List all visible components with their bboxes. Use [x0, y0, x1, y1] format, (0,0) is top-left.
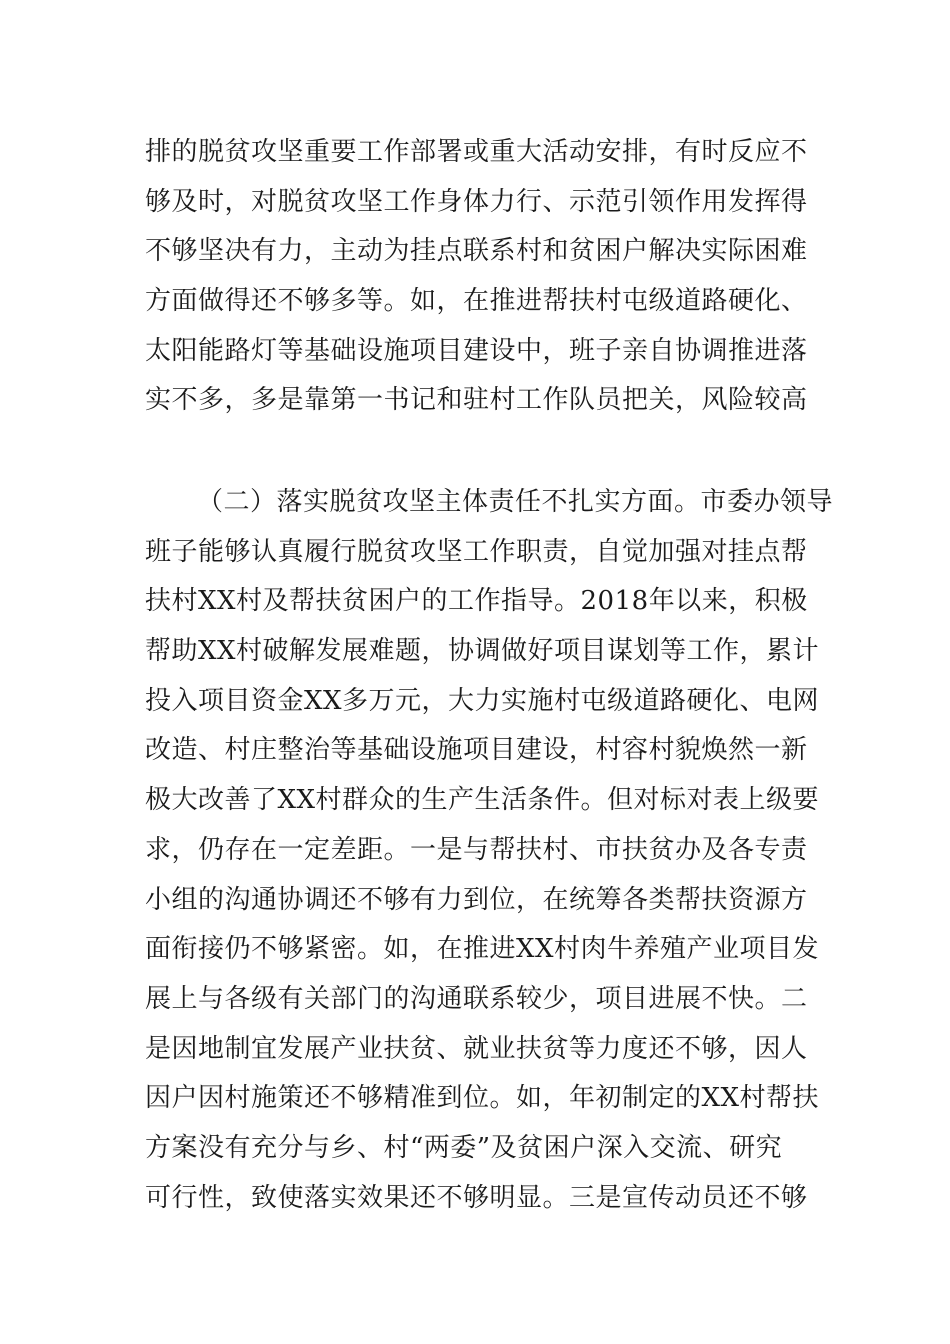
- text-line: 排的脱贫攻坚重要工作部署或重大活动安排，有时反应不: [145, 137, 808, 167]
- text-line: 求，仍存在一定差距。一是与帮扶村、市扶贫办及各专责: [145, 834, 808, 865]
- text-line: 方案没有充分与乡、村“两委”及贫困户深入交流、研究: [145, 1132, 783, 1163]
- text-line: 展上与各级有关部门的沟通联系较少，项目进展不快。二: [145, 983, 808, 1014]
- text-line: 班子能够认真履行脱贫攻坚工作职责，自觉加强对挂点帮: [145, 536, 808, 567]
- text-line: 改造、村庄整治等基础设施项目建设，村容村貌焕然一新: [145, 735, 808, 766]
- text-line: 因户因村施策还不够精准到位。如，年初制定的XX村帮扶: [145, 1083, 820, 1114]
- paragraph-section-two: [145, 478, 834, 1223]
- text-line: 帮助XX村破解发展难题，协调做好项目谋划等工作，累计: [145, 636, 820, 667]
- text-line: 极大改善了XX村群众的生产生活条件。但对标对表上级要: [145, 785, 820, 816]
- text-line: 扶村XX村及帮扶贫困户的工作指导。2018年以来，积极: [145, 586, 808, 617]
- text-line: 可行性，致使落实效果还不够明显。三是宣传动员还不够: [145, 1182, 808, 1213]
- text-line: 不够坚决有力，主动为挂点联系村和贫困户解决实际困难: [145, 236, 808, 267]
- text-line: 太阳能路灯等基础设施项目建设中，班子亲自协调推进落: [145, 335, 808, 366]
- text-line: 实不多，多是靠第一书记和驻村工作队员把关，风险较高: [145, 385, 808, 416]
- text-line: 够及时，对脱贫攻坚工作身体力行、示范引领作用发挥得: [145, 186, 808, 217]
- section-heading-line: （二）落实脱贫攻坚主体责任不扎实方面。市委办领导: [197, 487, 834, 517]
- text-line: 小组的沟通协调还不够有力到位，在统筹各类帮扶资源方: [145, 884, 808, 915]
- text-line: 投入项目资金XX多万元，大力实施村屯级道路硬化、电网: [145, 685, 820, 716]
- text-line: 面衔接仍不够紧密。如，在推进XX村肉牛养殖产业项目发: [145, 934, 820, 965]
- text-line: 是因地制宜发展产业扶贫、就业扶贫等力度还不够，因人: [145, 1033, 808, 1064]
- text-line: 方面做得还不够多等。如，在推进帮扶村屯级道路硬化、: [145, 286, 808, 317]
- paragraph-continuation: [145, 128, 825, 426]
